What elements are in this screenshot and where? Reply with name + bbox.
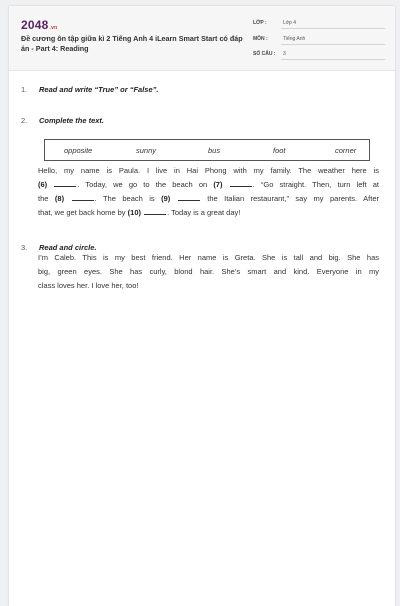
- passage-q2: [38, 164, 379, 220]
- meta-class: [253, 17, 385, 29]
- passage-q3: [38, 251, 379, 293]
- question-number: 1.: [21, 85, 28, 94]
- site-logo[interactable]: [21, 18, 57, 32]
- word-bank-item: foot: [273, 146, 286, 155]
- document-title: Đề cương ôn tập giữa kì 2 Tiếng Anh 4 iLearn Smart Start có đáp án - Part 4: Reading: [21, 34, 243, 53]
- word-bank-item: bus: [208, 146, 221, 155]
- passage-line: the (8) . The beach is (9) the Italian restaurant,” say my parents. After: [38, 194, 379, 203]
- word-bank-item: opposite: [64, 146, 93, 155]
- question-instruction: Complete the text.: [39, 116, 105, 125]
- blank-number: (6): [38, 180, 48, 189]
- answer-blank[interactable]: [230, 184, 252, 187]
- passage-text: the Italian restaurant,” say my parents. After: [207, 194, 379, 203]
- logo-suffix: .vn: [49, 25, 58, 31]
- blank-number: (8): [54, 194, 65, 203]
- passage-text: “Go straight. Then, turn left at: [260, 180, 379, 189]
- worksheet-page: [9, 6, 395, 606]
- blank-number: (10): [127, 208, 141, 217]
- logo-text: 2048: [21, 18, 49, 32]
- passage-text: Today is a great day!: [171, 208, 241, 217]
- meta-divider: [281, 59, 385, 60]
- answer-blank[interactable]: [144, 212, 166, 215]
- meta-question-count: [253, 48, 385, 60]
- passage-line: that, we get back home by (10) . Today is a great day!: [38, 208, 241, 217]
- meta-subject: [253, 33, 385, 45]
- meta-value: 3: [283, 51, 286, 57]
- meta-label: SỐ CÂU :: [253, 51, 276, 57]
- question-number: 3.: [21, 243, 28, 252]
- meta-value: Tiếng Anh: [283, 36, 306, 42]
- answer-blank[interactable]: [72, 198, 94, 201]
- passage-line: big, green eyes. She has curly, blond hair. She’s smart and kind. Everyone in my: [38, 267, 379, 276]
- meta-divider: [281, 28, 385, 29]
- passage-text: that, we get back home by: [38, 208, 126, 217]
- question-instruction: Read and circle.: [39, 243, 97, 252]
- word-bank-item: corner: [335, 146, 357, 155]
- meta-divider: [281, 44, 385, 45]
- question-instruction: Read and write “True” or “False”.: [39, 85, 159, 94]
- word-bank: [44, 139, 370, 161]
- blank-number: (7): [213, 180, 223, 189]
- passage-line: [38, 164, 379, 178]
- word-bank-item: sunny: [136, 146, 157, 155]
- document-header: [9, 6, 395, 71]
- question-number: 2.: [21, 116, 28, 125]
- answer-blank[interactable]: [54, 184, 76, 187]
- blank-number: (9): [161, 194, 171, 203]
- passage-text: Hello, my name is Paula. I live in Hai Phong with my family. The weather here is: [38, 166, 379, 175]
- passage-line: I’m Caleb. This is my best friend. Her name is Greta. She is tall and big. She has: [38, 253, 379, 262]
- passage-line: class loves her. I love her, too!: [38, 281, 139, 290]
- passage-text: the: [38, 194, 49, 203]
- meta-label: MÔN :: [253, 36, 268, 42]
- passage-text: Today, we go to the beach on: [85, 180, 208, 189]
- meta-label: LỚP :: [253, 20, 267, 26]
- answer-blank[interactable]: [178, 198, 200, 201]
- meta-value: Lớp 4: [283, 20, 297, 26]
- passage-text: The beach is: [102, 194, 155, 203]
- passage-line: (6) . Today, we go to the beach on (7) . “Go straight. Then, turn left at: [38, 180, 379, 189]
